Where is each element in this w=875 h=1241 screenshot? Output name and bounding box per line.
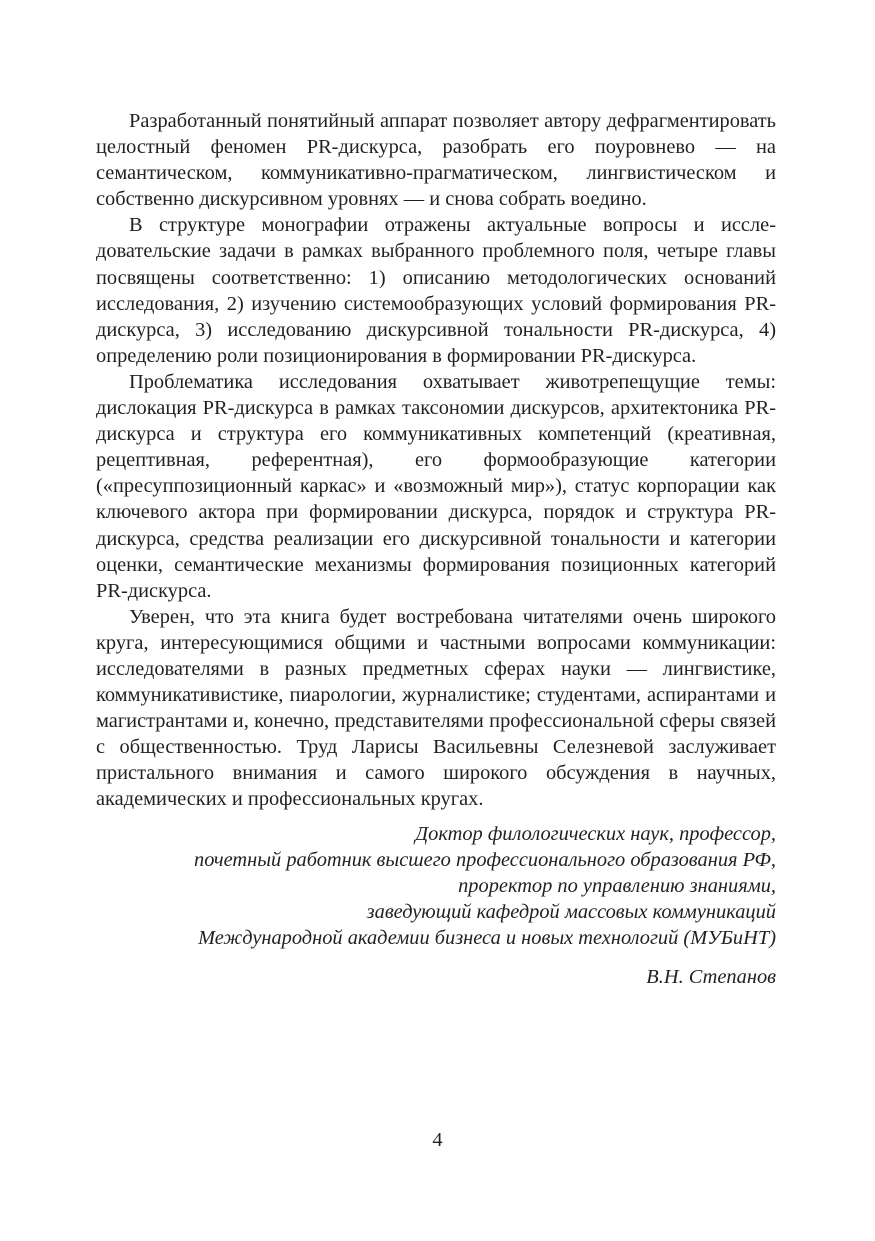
paragraph-research-problems: Проблематика исследования охватывает животрепещущие темы: дислокация PR-дискурса в рамках таксономии дискурсов, архитектоника PR-дискурса и структура его коммуникативных компетенций (креативная, рецептивная, референтная), его формообразующие категории («пресуппозиционный каркас» и «возможный мир»), статус корпорации как ключевого актора при формировании дискурса, порядок и структура PR-дискурса, средства реализации его дискурсивной тональности и категории оценки, семантические механизмы формирования позиционных категорий PR-дискурса. bbox=[96, 370, 776, 602]
signature-author-name: В.Н. Степанов bbox=[646, 966, 776, 988]
signature-position: проректор по управлению знаниями, bbox=[458, 874, 776, 897]
signature-degree: Доктор филологических наук, профессор, bbox=[415, 822, 776, 845]
paragraph-monograph-structure: В структуре монографии отражены актуальные вопросы и исследовательские задачи в рамках выбранного проблемного поля, четыре главы посвящены соответственно: 1) описанию методологических оснований исследования, 2) изучению системообразующих условий формирования PR-дискурса, 3) исследованию дискурсивной тональности PR-дискурса, 4) определению роли позиционирования в формировании PR-дискурса. bbox=[96, 214, 776, 367]
signature-honorary-title: почетный работник высшего профессионального образования РФ, bbox=[194, 848, 776, 871]
paragraph-conclusion: Уверен, что эта книга будет востребована читателями очень широкого круга, интересующимися общими и частными вопросами коммуникации: исследователями в разных предметных сферах науки — лингвистике, коммуникативистике, пиарологии, журналистике; студентами, аспирантами и магистрантами и, конечно, представителями профессиональной сферы связей с общественностью. Труд Ларисы Васильевны Селезневой заслуживает пристального внимания и самого широкого обсуждения в научных, академических и профессиональных кругах. bbox=[96, 605, 776, 811]
signature-department: заведующий кафедрой массовых коммуникаций bbox=[366, 900, 776, 923]
signature-block bbox=[96, 821, 776, 991]
body-text bbox=[96, 108, 776, 813]
page-content bbox=[96, 108, 776, 990]
page-number: 4 bbox=[432, 1129, 443, 1151]
paragraph-conceptual-apparatus: Разработанный понятийный аппарат позволяет автору дефрагментировать целостный феномен PR-дискурса, разобрать его поуровнево — на семантическом, коммуникативно-прагматическом, лингвистическом и собственно дискурсивном уровнях — и снова собрать воедино. bbox=[96, 110, 776, 211]
signature-institution: Международной академии бизнеса и новых технологий (МУБиНТ) bbox=[198, 926, 776, 949]
